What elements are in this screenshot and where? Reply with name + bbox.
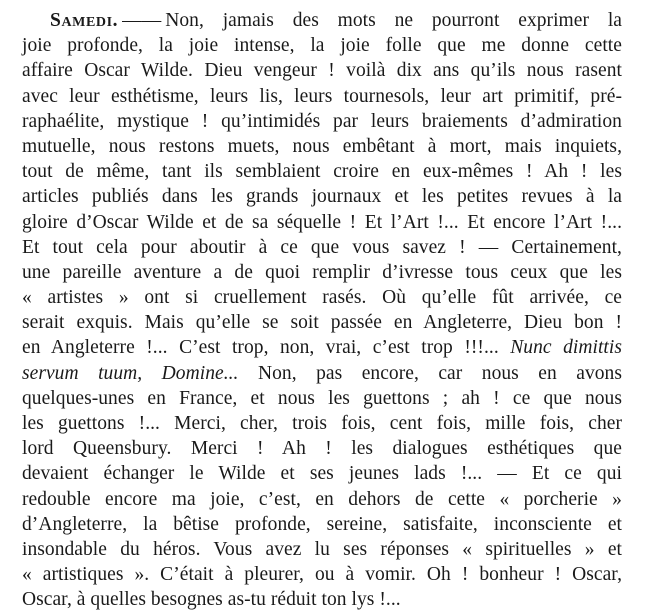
dash: ——: [122, 10, 162, 31]
text-line-7: tout de même, tant ils semblaient croire en eux-mêmes ! Ah ! les: [22, 161, 622, 183]
text-line-23: « artistiques ». C’était à pleurer, ou à vomir. Oh ! bonheur ! Oscar,: [22, 564, 622, 586]
text-line-18: lord Queensbury. Merci ! Ah ! les dialogues esthétiques que: [22, 438, 622, 460]
text-line-22: insondable du héros. Vous avez lu ses réponses « spirituelles » et: [22, 538, 622, 560]
text-line-24: Oscar, à quelles besognes as-tu réduit ton lys !...: [22, 589, 401, 611]
text-line-1: [22, 8, 622, 33]
text-line-16: quelques-unes en France, et nous les guettons ; ah ! ce que nous: [22, 387, 622, 409]
line-text: Non, jamais des mots ne pourront exprimer la: [165, 10, 622, 31]
line-text: Non, pas encore, car nous en avons: [257, 362, 622, 384]
text-line-15: [22, 361, 622, 386]
text-line-13: serait exquis. Mais qu’elle se soit passée en Angleterre, Dieu bon !: [22, 312, 622, 334]
text-line-20: redouble encore ma joie, c’est, en dehors de cette « porcherie »: [22, 488, 622, 510]
document-page: [22, 8, 622, 613]
text-line-4: avec leur esthétisme, leurs lis, leurs tournesols, leur art primitif, pré-: [22, 85, 622, 107]
line-text: en Angleterre !... C’est trop, non, vrai, c’est trop !!!...: [22, 337, 499, 359]
text-line-14: [22, 335, 622, 360]
text-line-10: Et tout cela pour aboutir à ce que vous savez ! — Certainement,: [22, 236, 622, 258]
text-line-11: une pareille aventure a de quoi remplir d’ivresse tous ceux que les: [22, 261, 622, 283]
text-line-9: gloire d’Oscar Wilde et de sa séquelle ! Et l’Art !... Et encore l’Art !...: [22, 211, 622, 233]
text-line-3: affaire Oscar Wilde. Dieu vengeur ! voilà dix ans qu’ils nous rasent: [22, 60, 622, 82]
latin-quote-continued: servum tuum, Domine...: [22, 362, 239, 384]
latin-quote: Nunc dimittis: [510, 337, 622, 359]
text-line-12: « artistes » ont si cruellement rasés. Où qu’elle fût arrivée, ce: [22, 287, 622, 309]
text-line-21: d’Angleterre, la bêtise profonde, sereine, satisfaite, inconsciente et: [22, 513, 622, 535]
text-line-8: articles publiés dans les grands journaux et les petites revues à la: [22, 186, 622, 208]
text-line-5: raphaélite, mystique ! qu’intimidés par leurs braiements d’admiration: [22, 110, 622, 132]
day-label: Samedi.: [50, 10, 119, 31]
text-line-19: devaient échanger le Wilde et ses jeunes lads !... — Et ce qui: [22, 463, 622, 485]
text-line-2: joie profonde, la joie intense, la joie folle que me donne cette: [22, 35, 622, 57]
text-line-6: mutuelle, nous restons muets, nous embêtant à mort, mais inquiets,: [22, 135, 622, 157]
text-line-17: les guettons !... Merci, cher, trois fois, cent fois, mille fois, cher: [22, 413, 622, 434]
